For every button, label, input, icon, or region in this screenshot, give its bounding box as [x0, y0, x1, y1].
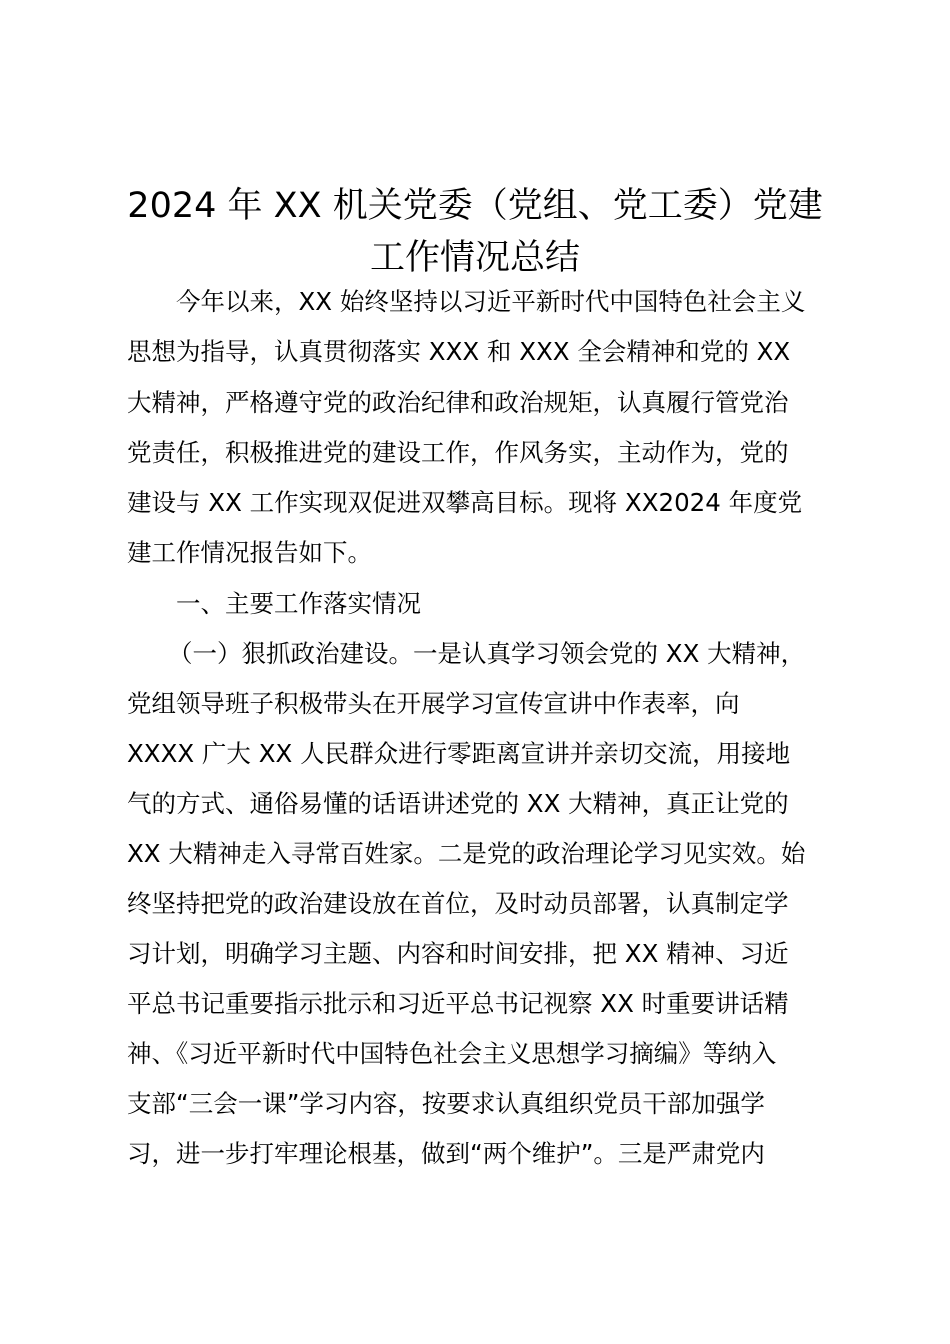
paragraph-line: 平总书记重要指示批示和习近平总书记视察 XX 时重要讲话精: [127, 989, 789, 1018]
paragraph-line: 神、《习近平新时代中国特色社会主义思想学习摘编》等纳入: [127, 1039, 777, 1068]
document-title-line-1: 2024 年 XX 机关党委（党组、党工委）党建: [127, 186, 823, 226]
paragraph-line: XX 大精神走入寻常百姓家。二是党的政治理论学习见实效。始: [127, 839, 806, 868]
paragraph-line: 支部“三会一课”学习内容，按要求认真组织党员干部加强学: [127, 1089, 765, 1118]
paragraph-line: 建工作情况报告如下。: [127, 538, 372, 567]
paragraph-line: 大精神，严格遵守党的政治纪律和政治规矩，认真履行管党治: [127, 388, 789, 417]
paragraph-line: 思想为指导，认真贯彻落实 XXX 和 XXX 全会精神和党的 XX: [127, 337, 791, 366]
paragraph-line: XXXX 广大 XX 人民群众进行零距离宣讲并亲切交流，用接地: [127, 739, 791, 768]
paragraph-line: 党责任，积极推进党的建设工作，作风务实，主动作为，党的: [127, 438, 789, 467]
section-heading: 一、主要工作落实情况: [176, 589, 421, 618]
paragraph-line: （一）狠抓政治建设。一是认真学习领会党的 XX 大精神，: [168, 639, 806, 668]
paragraph-line: 党组领导班子积极带头在开展学习宣传宣讲中作表率，向: [127, 689, 740, 718]
paragraph-line: 今年以来，XX 始终坚持以习近平新时代中国特色社会主义: [176, 287, 806, 316]
paragraph-line: 习，进一步打牢理论根基，做到“两个维护”。三是严肃党内: [127, 1139, 765, 1168]
paragraph-line: 习计划，明确学习主题、内容和时间安排，把 XX 精神、习近: [127, 939, 789, 968]
paragraph-line: 终坚持把党的政治建设放在首位，及时动员部署，认真制定学: [127, 889, 789, 918]
paragraph-line: 建设与 XX 工作实现双促进双攀高目标。现将 XX2024 年度党: [127, 488, 803, 517]
paragraph-line: 气的方式、通俗易懂的话语讲述党的 XX 大精神，真正让党的: [127, 789, 789, 818]
document-title-line-2: 工作情况总结: [369, 238, 580, 278]
